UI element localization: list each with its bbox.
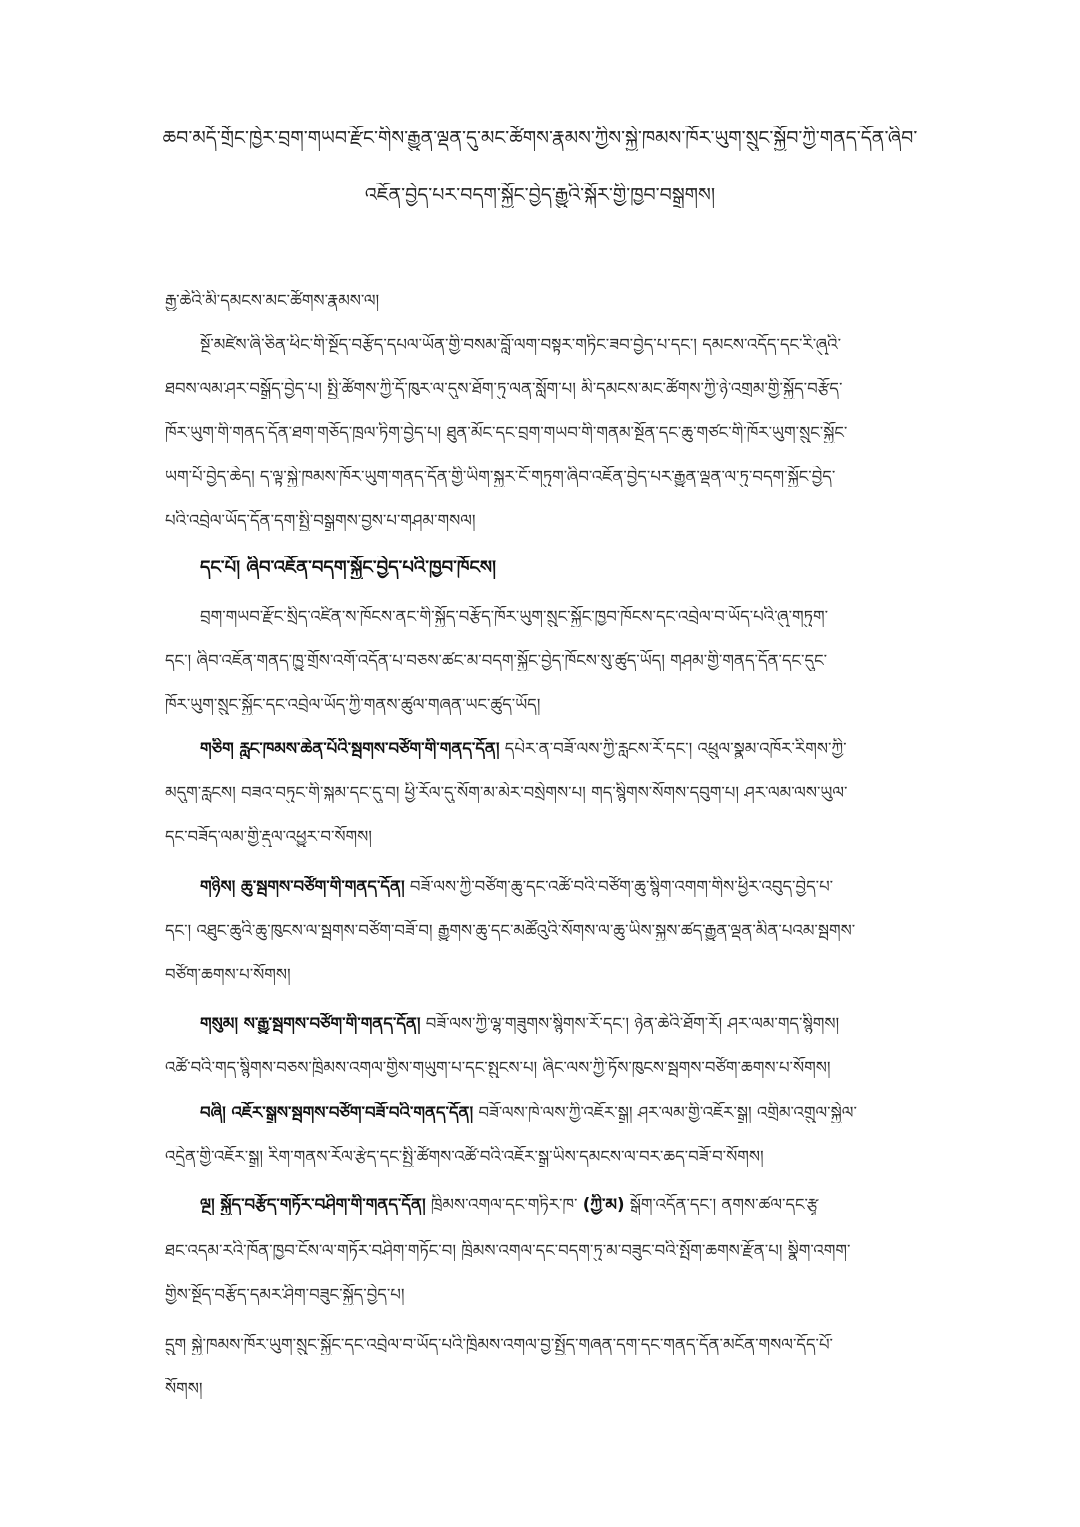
item-line: མདུག་རླངས། བཟའ་བཏུང་གི་སྐམ་དང་དུ་བ། ཕྱི་རོལ་དུ་སོག་མ་མེར་བསྲེགས་པ། གད་སྙིགས་སོགས་དབུག་པ། ཤར་ལམ་ལས་ཡུལ་ <box>165 783 848 802</box>
item-3 <box>200 1013 925 1034</box>
item-3-text: བཟོ་ལས་ཀྱི་ལྷ་གཟུགས་སྙིགས་རོ་དང་། ཉེན་ཆེའི་ཐོག་རོ། ཤར་ལམ་གད་སྙིགས། <box>420 1014 840 1033</box>
item-2-label: གཉིས། ཆུ་སྦགས་བཙོག་གི་གནད་དོན། <box>200 877 405 896</box>
intro-line: ཡག་པོ་བྱེད་ཆེད། ད་ལྟ་སྐྱེ་ཁམས་ཁོར་ཡུག་གནད་དོན་གྱི་ཡིག་སྐྱར་ངོ་གཏུག་ཞིབ་འཇོན་བྱེད་པར་རྒྱུན་ལྡན་ལ་ཏུ་བདག་སྐྱོང་བྱེད་ <box>165 467 836 486</box>
intro-line: སྔོ་མཛེས་ཞི་ཅིན་ཕིང་གི་སྔོད་བརྩོད་དཔལ་ཡོན་གྱི་བསམ་བློ་ལག་བསྟར་གཏིང་ཟབ་བྱེད་པ་དང་། དམངས་འདོད་དང་རི་ཞུའི་ <box>200 335 842 354</box>
item-5-text-a: ཁྲིམས་འགལ་དང་གཏིར་ཁ་ <box>430 1195 578 1214</box>
item-line: གྱིས་སྔོད་བརྩོད་དམར་ཤིག་བཟུང་སྐྱོད་བྱེད་པ། <box>165 1285 405 1304</box>
item-1 <box>200 738 925 759</box>
salutation: རྒྱ་ཆེའི་མི་དམངས་མང་ཚོགས་རྣམས་ལ། <box>165 291 380 310</box>
document-title-line-2: འཇོན་བྱེད་པར་བདག་སྐྱོང་བྱེད་རྒྱུའི་སྐོར་གྱི་ཁྱབ་བསྒྲགས། <box>364 184 716 206</box>
intro-line: ཐབས་ལམ་ཤར་བསྒྲོད་བྱེད་པ། སྤྱི་ཚོགས་ཀྱི་དོ་ཁུར་ལ་དུས་ཐོག་ཏུ་ལན་སློག་པ། མི་དམངས་མང་ཚོགས་ཀྱི་ཉེ་འགྲམ་གྱི་སྐྱོད་བརྩོད་ <box>165 379 843 398</box>
document-title-line-1: ཆབ་མདོ་གྲོང་ཁྱེར་བྲག་གཡབ་རྫོང་གིས་རྒྱུན་ལྡན་དུ་མང་ཚོགས་རྣམས་ཀྱིས་སྐྱེ་ཁམས་ཁོར་ཡུག་སྲུང་སྐྱོབ་ཀྱི་གནད་དོན་ཞིབ་ <box>162 127 918 149</box>
item-1-label: གཅིག རླུང་ཁམས་ཆེན་པོའི་སྦགས་བཙོག་གི་གནད་དོན། <box>200 739 500 758</box>
item-4-label: བཞི། འཇོར་སྒྲས་སྦགས་བཙོག་བཟོ་བའི་གནད་དོན། <box>200 1103 474 1122</box>
item-5-label: ལྔ། སྐྱོད་བརྩོད་གཏོར་བཤིག་གི་གནད་དོན། <box>200 1195 426 1214</box>
item-4-text: བཟོ་ལས་ཁེ་ལས་ཀྱི་འཇོར་སྒྲ། ཤར་ལམ་གྱི་འཇོར་སྒྲ། འགྲིམ་འགྲུལ་སྐྱེལ་ <box>473 1103 857 1122</box>
item-6-line: དྲུག སྐྱེ་ཁམས་ཁོར་ཡུག་སྲུང་སྐྱོང་དང་འབྲེལ་བ་ཡོད་པའི་ཁྲིམས་འགལ་བྱ་སྤྱོད་གཞན་དག་དང་གནད་དོན་མངོན་གསལ་དོད་པོ་ <box>165 1335 834 1354</box>
item-1-text: དཔེར་ན་བཟོ་ལས་ཀྱི་རླངས་རོ་དང་། འཕྲུལ་སྣུམ་འཁོར་རིགས་ཀྱི་ <box>499 739 847 758</box>
item-5-text-b: སྒོག་འདོན་དང་། ནགས་ཚལ་དང་རྩྭ <box>624 1195 819 1214</box>
item-line: འདྲེན་གྱི་འཇོར་སྒྲ། རིག་གནས་རོལ་རྩེད་དང་སྤྱི་ཚོགས་འཚོ་བའི་འཇོར་སྒྲ་ཡིས་དམངས་ལ་བར་ཆད་བཟོ་བ་སོགས། <box>165 1147 764 1166</box>
item-line: འཚོ་བའི་གད་སྙིགས་བཅས་ཁྲིམས་འགལ་གྱིས་གཡུག་པ་དང་སྤུངས་པ། ཞིང་ལས་ཀྱི་ཏོས་ཁུངས་སྦགས་བཙོག་ཆགས་པ་སོགས། <box>165 1058 831 1077</box>
item-line: ཐང་འདམ་རའི་ཁོན་ཁྱབ་ངོས་ལ་གཏོར་བཤིག་གཏོང་བ། ཁྲིམས་འགལ་དང་བདག་ཏུ་མ་བཟུང་བའི་སྤོག་ཆགས་རྫོན་པ། སྣིག་འགག་ <box>165 1241 851 1260</box>
item-4 <box>200 1102 925 1123</box>
item-line: བཙོག་ཆགས་པ་སོགས། <box>165 965 291 984</box>
intro-line: ཁོར་ཡུག་གི་གནད་དོན་ཐག་གཅོད་ཁྲལ་ཏིག་བྱེད་པ། ཐུན་མོང་དང་བྲག་གཡབ་གི་གནམ་སྔོན་དང་ཆུ་གཙང་གི་ཁོར་ཡུག་སྲུང་སྐྱོང་ <box>165 423 848 442</box>
item-line: དང་། འཐུང་ཆུའི་ཆུ་ཁུངས་ལ་སྦགས་བཙོག་བཟོ་བ། རྒྱུགས་ཆུ་དང་མཚོའུའི་སོགས་ལ་ཆུ་ཡིས་སྐྱས་ཚད་རྒྱུན་ལྡན་མིན་པའམ་སྦགས་ <box>165 921 856 940</box>
item-2-text: བཟོ་ལས་ཀྱི་བཙོག་ཆུ་དང་འཚོ་བའི་བཙོག་ཆུ་སྙིག་འགག་གིས་ཕྱིར་འབུད་བྱེད་པ་ <box>404 877 834 896</box>
section-heading: དང་པོ། ཞིབ་འཇོན་བདག་སྐྱོང་བྱེད་པའི་ཁྱབ་ཁོངས། <box>200 557 497 578</box>
item-6-line: སོགས། <box>165 1379 203 1398</box>
item-2 <box>200 876 925 897</box>
section-line: ཁོར་ཡུག་སྲུང་སྐྱོང་དང་འབྲེལ་ཡོད་ཀྱི་གནས་ཚུལ་གཞན་ཡང་ཚུད་ཡོད། <box>165 695 541 714</box>
section-line: དང་། ཞིབ་འཇོན་གནད་ཁྱུ་གྲོས་འགོ་འདོན་པ་བཅས་ཚང་མ་བདག་སྐྱོང་བྱེད་ཁོངས་སུ་ཚུད་ཡོད། གཤམ་གྱི་གནད་དོན་དང་དུང་ <box>165 651 828 670</box>
item-5-parenthetical: (ཀྱི་མ) <box>582 1195 625 1214</box>
intro-line: པའི་འབྲེལ་ཡོད་དོན་དག་སྤྱི་བསྒྲགས་བྱས་པ་གཤམ་གསལ། <box>165 511 476 530</box>
item-5 <box>200 1194 925 1215</box>
item-3-label: གསུམ། ས་རྒྱུ་སྦགས་བཙོག་གི་གནད་དོན། <box>200 1014 421 1033</box>
item-line: དང་བཟོད་ལམ་གྱི་རྡུལ་འཕྱུར་བ་སོགས། <box>165 827 372 846</box>
section-line: བྲག་གཡབ་རྫོང་སྲིད་འཛིན་ས་ཁོངས་ནང་གི་སྐྱོད་བརྩོད་ཁོར་ཡུག་སྲུང་སྐྱོང་ཁྱབ་ཁོངས་དང་འབྲེལ་བ་ཡོད་པའི་ཞུ་གཏུག་ <box>200 607 829 626</box>
